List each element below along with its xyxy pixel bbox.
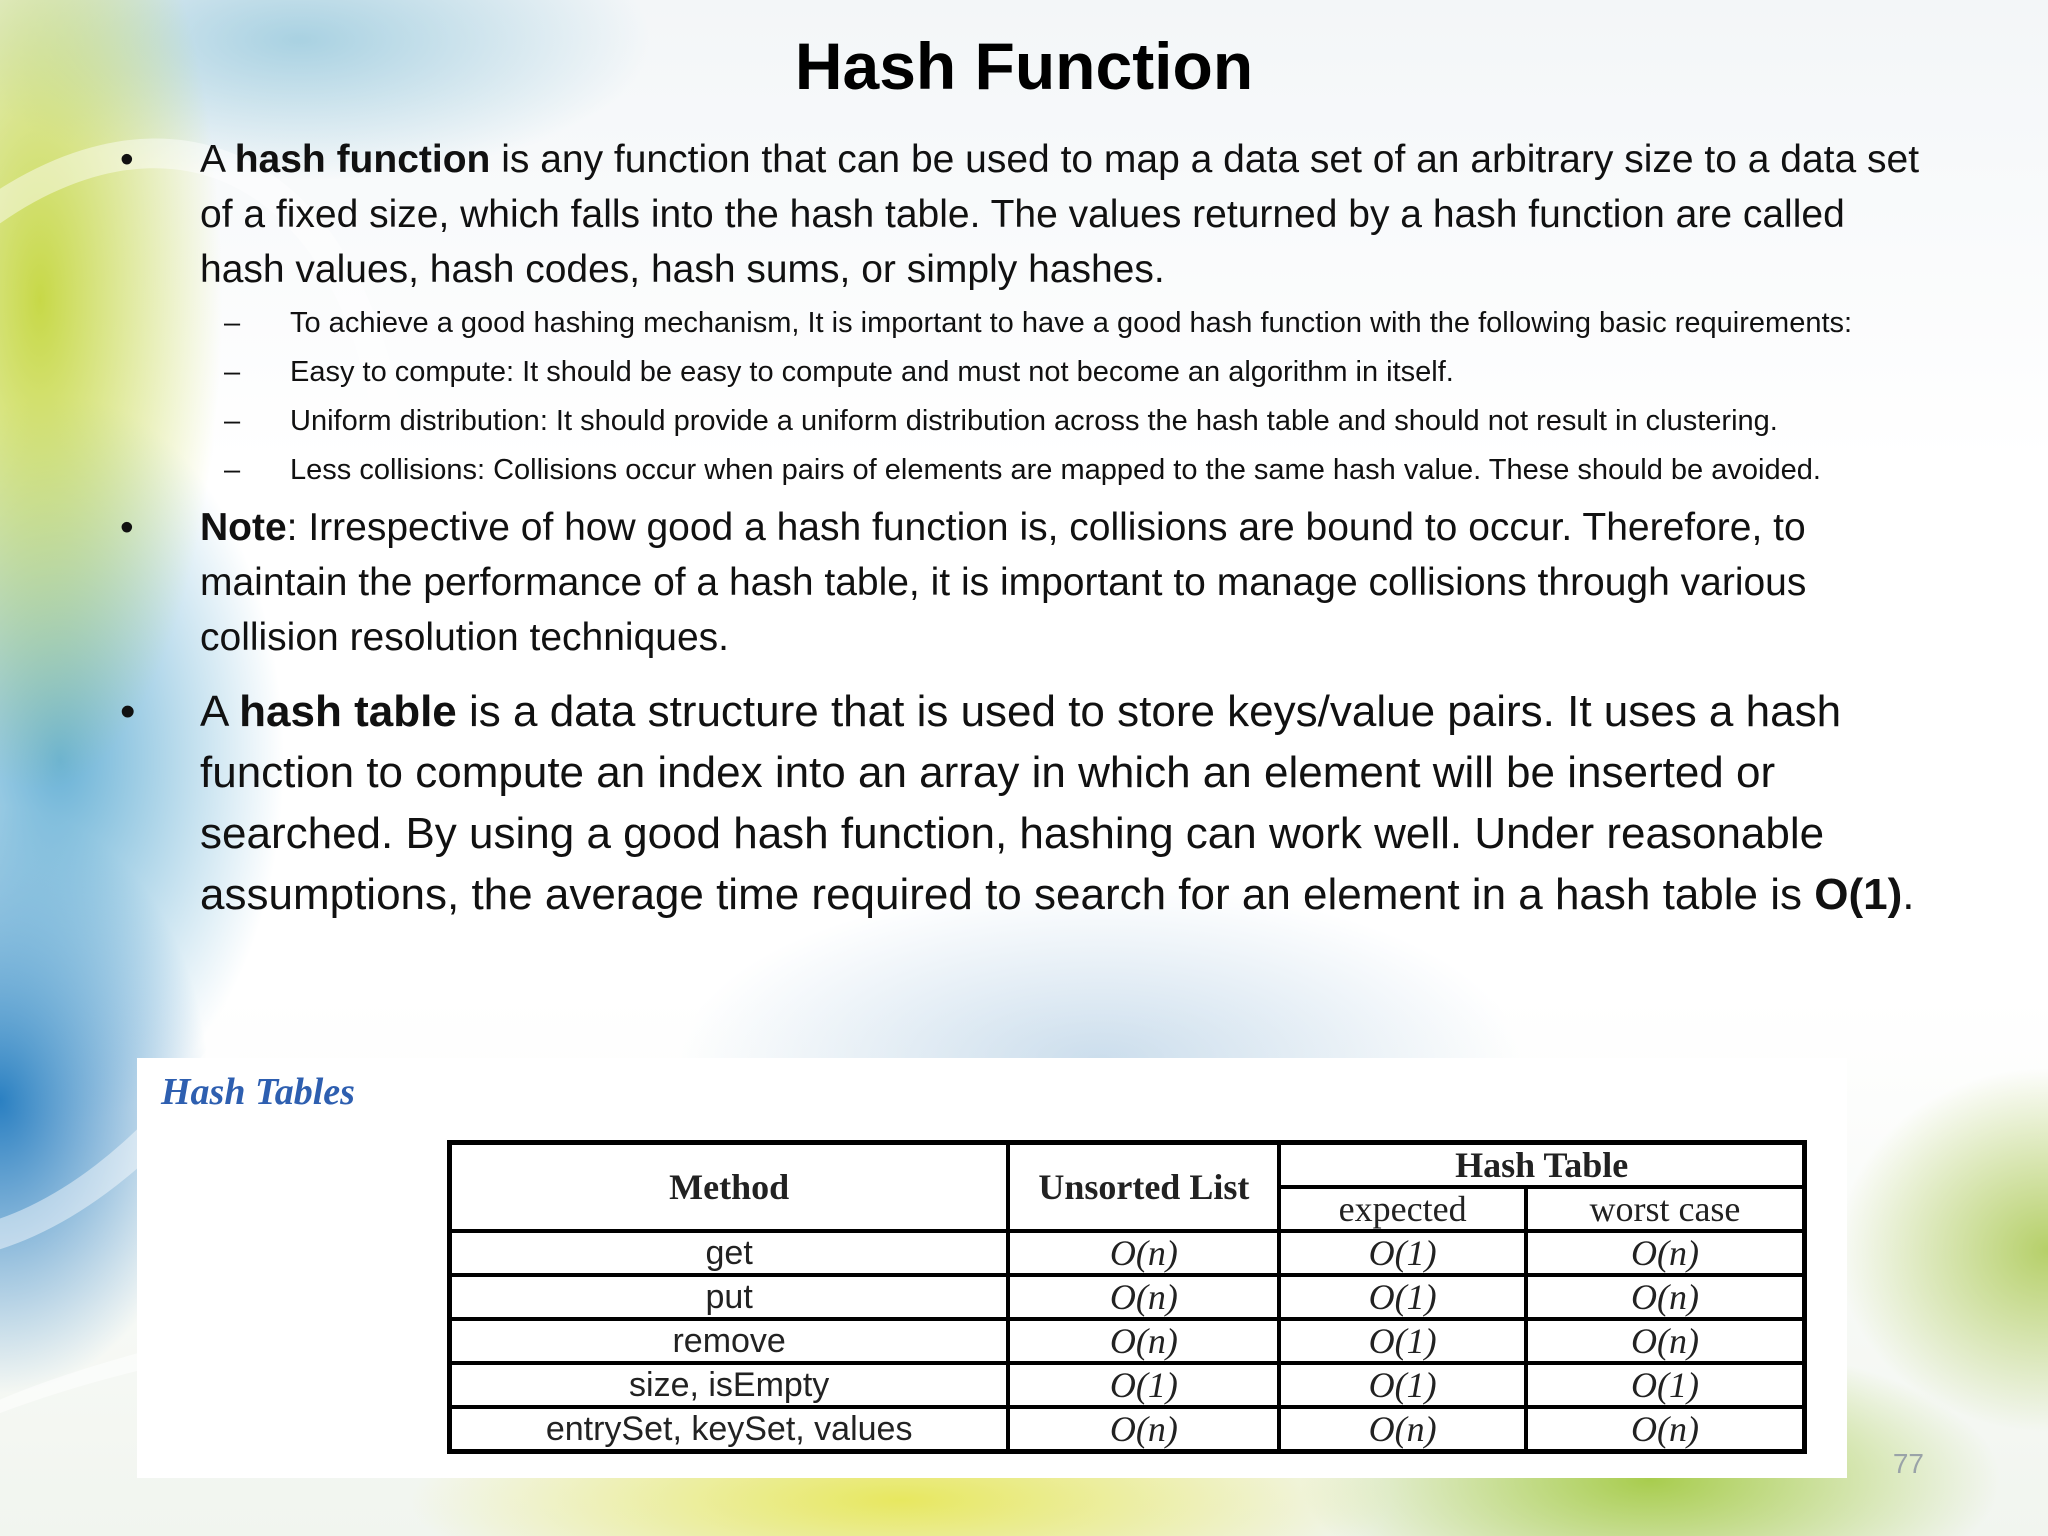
bullet-icon: • [120, 506, 134, 549]
cell-unsorted: O(n) [1008, 1319, 1279, 1363]
sub-item [120, 303, 1920, 343]
cell-worst: O(1) [1526, 1363, 1805, 1407]
page-number: 77 [1892, 1448, 1924, 1479]
bullet-icon: • [120, 687, 136, 736]
dash-icon: – [224, 356, 241, 388]
table-row [450, 1275, 1805, 1319]
cell-worst: O(n) [1526, 1231, 1805, 1275]
cell-expected: O(1) [1279, 1319, 1526, 1363]
requirements-list [120, 303, 1920, 490]
dash-icon: – [224, 405, 241, 437]
sub-item-text: To achieve a good hashing mechanism, It is important to have a good hash function with the following basic requirements: [290, 307, 1853, 339]
bullet-text: : Irrespective of how good a hash function is, collisions are bound to occur. Therefore, to maintain the performance of a hash table, it is important to manage collisions through various collision resolution techniques. [200, 506, 1807, 659]
complexity-table [447, 1140, 1807, 1454]
cell-method: entrySet, keySet, values [450, 1407, 1009, 1452]
cell-worst: O(n) [1526, 1407, 1805, 1452]
table-row [450, 1363, 1805, 1407]
bullet-note [120, 500, 1920, 665]
cell-method: size, isEmpty [450, 1363, 1009, 1407]
bullet-text: is any function that can be used to map a data set of an arbitrary size to a data set of a fixed size, which falls into the hash table. The values returned by a hash function are called hash values, hash codes, hash sums, or simply hashes. [200, 138, 1920, 291]
bullet-text-prefix: A [200, 687, 240, 736]
sub-item [120, 352, 1920, 392]
header-hash-table: Hash Table [1279, 1143, 1804, 1188]
table-header-row [450, 1143, 1805, 1188]
bullet-icon: • [120, 138, 134, 181]
header-unsorted-list: Unsorted List [1008, 1143, 1279, 1232]
cell-expected: O(1) [1279, 1363, 1526, 1407]
cell-unsorted: O(n) [1008, 1231, 1279, 1275]
cell-unsorted: O(1) [1008, 1363, 1279, 1407]
slide-title: Hash Function [794, 29, 1254, 103]
cell-method: get [450, 1231, 1009, 1275]
dash-icon: – [224, 454, 241, 486]
header-worst-case: worst case [1526, 1187, 1805, 1231]
slide-content [120, 132, 1920, 925]
cell-expected: O(n) [1279, 1407, 1526, 1452]
bullet-bold-term: Note [200, 506, 287, 549]
sub-item [120, 401, 1920, 441]
bullet-hash-table [120, 681, 1920, 925]
figure-caption: Hash Tables [161, 1071, 355, 1113]
table-row [450, 1407, 1805, 1452]
table-row [450, 1319, 1805, 1363]
cell-worst: O(n) [1526, 1319, 1805, 1363]
sub-item-text: Uniform distribution: It should provide a uniform distribution across the hash table and should not result in clustering. [290, 405, 1778, 437]
sub-item [120, 450, 1920, 490]
cell-expected: O(1) [1279, 1231, 1526, 1275]
cell-method: remove [450, 1319, 1009, 1363]
bullet-bold-complexity: O(1) [1814, 870, 1903, 919]
cell-unsorted: O(n) [1008, 1275, 1279, 1319]
sub-item-text: Less collisions: Collisions occur when pairs of elements are mapped to the same hash value. These should be avoided. [290, 454, 1821, 486]
cell-method: put [450, 1275, 1009, 1319]
dash-icon: – [224, 307, 241, 339]
bullet-text: is a data structure that is used to store keys/value pairs. It uses a hash function to compute an index into an array in which an element will be inserted or searched. By using a good hash function, hashing can work well. Under reasonable assumptions, the average time required to search for an element in a hash table is [200, 687, 1842, 919]
bullet-text-prefix: A [200, 138, 235, 181]
bullet-bold-term: hash table [239, 687, 457, 736]
cell-unsorted: O(n) [1008, 1407, 1279, 1452]
header-expected: expected [1279, 1187, 1526, 1231]
header-method: Method [450, 1143, 1009, 1232]
sub-item-text: Easy to compute: It should be easy to compute and must not become an algorithm in itself. [290, 356, 1454, 388]
table-row [450, 1231, 1805, 1275]
hash-table-figure [137, 1058, 1847, 1478]
bullet-bold-term: hash function [234, 138, 491, 181]
bullet-hash-function [120, 132, 1920, 297]
cell-expected: O(1) [1279, 1275, 1526, 1319]
bullet-text-end: . [1902, 870, 1915, 919]
cell-worst: O(n) [1526, 1275, 1805, 1319]
